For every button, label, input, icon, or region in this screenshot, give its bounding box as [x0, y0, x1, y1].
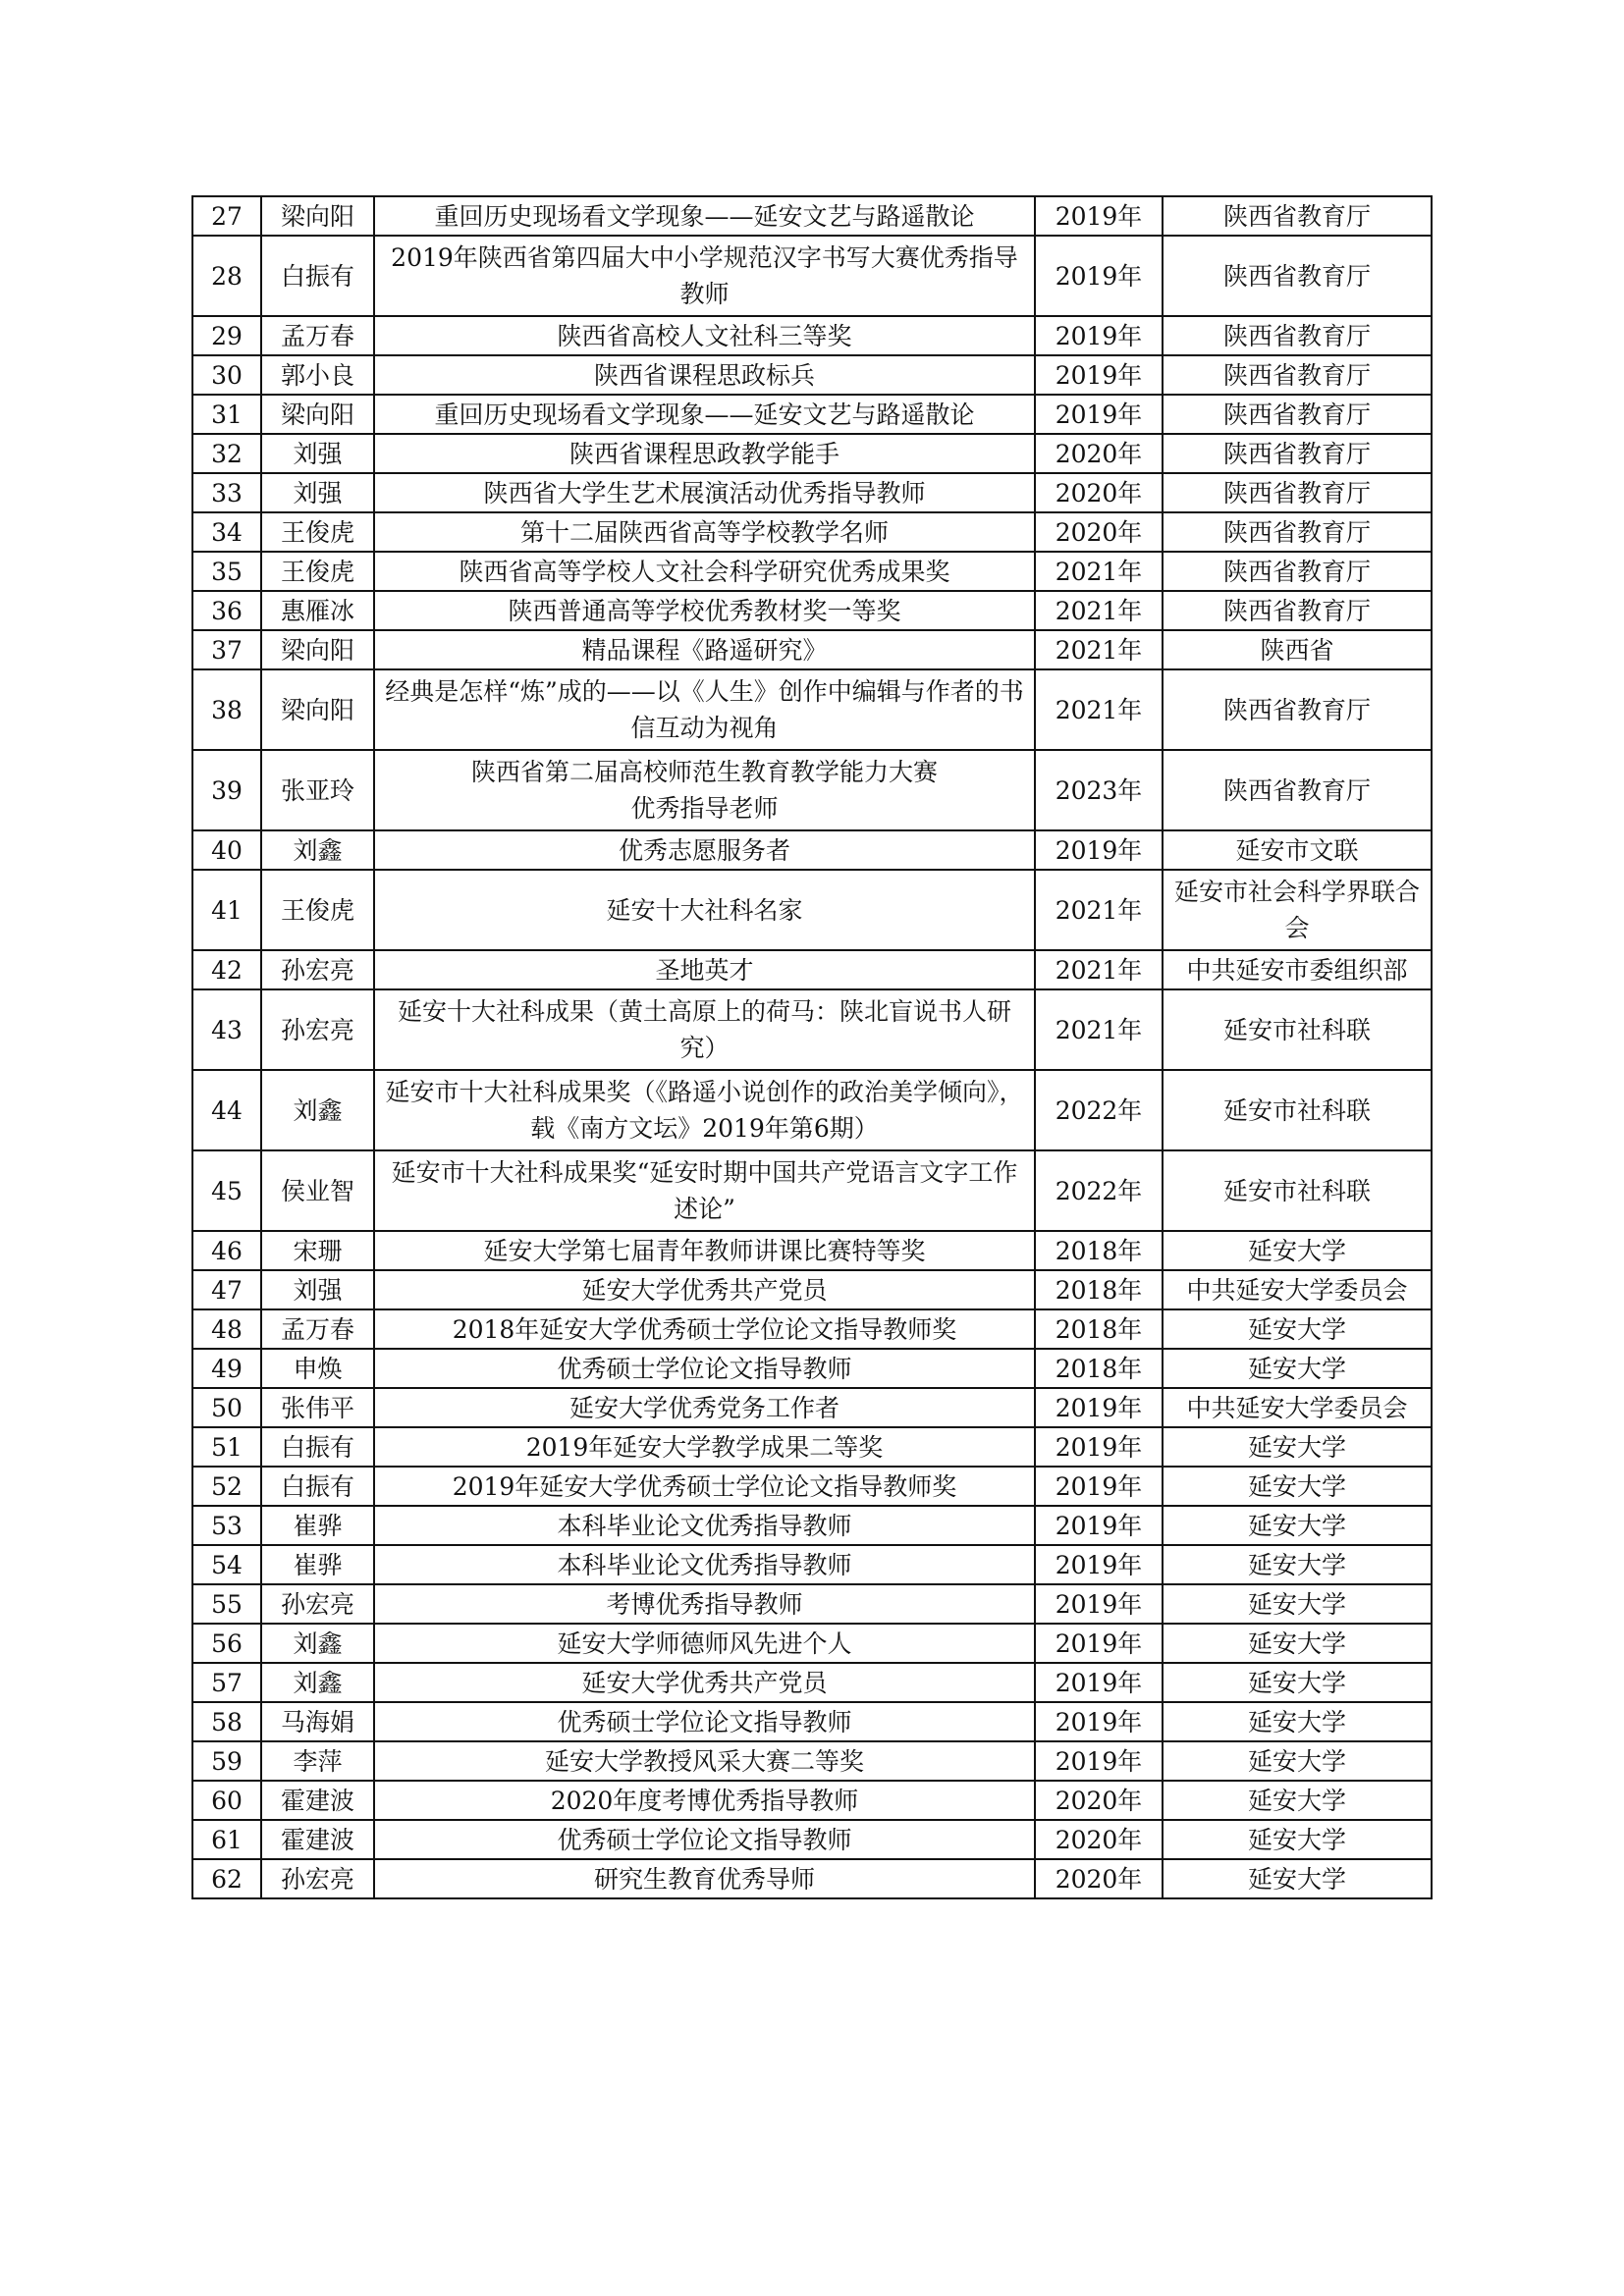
person-name: 李萍 — [261, 1741, 374, 1781]
award-title: 延安大学优秀共产党员 — [374, 1270, 1035, 1309]
row-number: 40 — [192, 830, 261, 870]
awarding-organization: 中共延安大学委员会 — [1163, 1270, 1432, 1309]
awarding-organization: 陕西省教育厅 — [1163, 473, 1432, 512]
table-row — [192, 1624, 1432, 1663]
person-name: 霍建波 — [261, 1820, 374, 1859]
person-name: 申焕 — [261, 1349, 374, 1388]
award-title: 精品课程《路遥研究》 — [374, 630, 1035, 669]
award-title: 2019年延安大学优秀硕士学位论文指导教师奖 — [374, 1467, 1035, 1506]
award-title: 研究生教育优秀导师 — [374, 1859, 1035, 1898]
awarding-organization: 延安大学 — [1163, 1506, 1432, 1545]
table-row — [192, 552, 1432, 591]
award-title: 优秀硕士学位论文指导教师 — [374, 1702, 1035, 1741]
person-name: 王俊虎 — [261, 870, 374, 950]
table-row — [192, 1467, 1432, 1506]
awarding-organization: 陕西省 — [1163, 630, 1432, 669]
table-row — [192, 1506, 1432, 1545]
table-row — [192, 236, 1432, 316]
award-year: 2020年 — [1035, 1859, 1163, 1898]
award-title: 第十二届陕西省高等学校教学名师 — [374, 512, 1035, 552]
table-row — [192, 1820, 1432, 1859]
award-title: 经典是怎样“炼”成的——以《人生》创作中编辑与作者的书信互动为视角 — [374, 669, 1035, 750]
award-title-two-line — [374, 750, 1035, 830]
table-row — [192, 1427, 1432, 1467]
award-year: 2019年 — [1035, 1545, 1163, 1584]
award-year: 2019年 — [1035, 1388, 1163, 1427]
row-number: 43 — [192, 989, 261, 1070]
person-name: 马海娟 — [261, 1702, 374, 1741]
awarding-organization: 延安大学 — [1163, 1584, 1432, 1624]
row-number: 41 — [192, 870, 261, 950]
table-row — [192, 1663, 1432, 1702]
award-title: 陕西省高校人文社科三等奖 — [374, 316, 1035, 355]
table-row — [192, 950, 1432, 989]
row-number: 31 — [192, 395, 261, 434]
row-number: 27 — [192, 196, 261, 236]
awarding-organization: 陕西省教育厅 — [1163, 236, 1432, 316]
award-year: 2019年 — [1035, 196, 1163, 236]
awarding-organization: 延安大学 — [1163, 1702, 1432, 1741]
awarding-organization: 延安大学 — [1163, 1427, 1432, 1467]
award-title: 延安大学师德师风先进个人 — [374, 1624, 1035, 1663]
award-title: 本科毕业论文优秀指导教师 — [374, 1506, 1035, 1545]
award-title: 陕西省大学生艺术展演活动优秀指导教师 — [374, 473, 1035, 512]
award-year: 2021年 — [1035, 870, 1163, 950]
awarding-organization: 陕西省教育厅 — [1163, 669, 1432, 750]
table-row — [192, 1150, 1432, 1231]
row-number: 55 — [192, 1584, 261, 1624]
awarding-organization: 陕西省教育厅 — [1163, 750, 1432, 830]
awarding-organization: 延安大学 — [1163, 1624, 1432, 1663]
award-title: 陕西普通高等学校优秀教材奖一等奖 — [374, 591, 1035, 630]
awarding-organization: 陕西省教育厅 — [1163, 316, 1432, 355]
award-year: 2021年 — [1035, 630, 1163, 669]
award-title: 优秀志愿服务者 — [374, 830, 1035, 870]
award-year: 2018年 — [1035, 1349, 1163, 1388]
award-title: 2020年度考博优秀指导教师 — [374, 1781, 1035, 1820]
award-title: 延安大学优秀党务工作者 — [374, 1388, 1035, 1427]
person-name: 孙宏亮 — [261, 1859, 374, 1898]
awarding-organization: 延安大学 — [1163, 1349, 1432, 1388]
award-title: 优秀硕士学位论文指导教师 — [374, 1349, 1035, 1388]
awards-table-body — [192, 196, 1432, 1898]
awards-table — [191, 195, 1433, 1899]
row-number: 34 — [192, 512, 261, 552]
row-number: 35 — [192, 552, 261, 591]
awarding-organization: 延安大学 — [1163, 1309, 1432, 1349]
award-title: 延安市十大社科成果奖“延安时期中国共产党语言文字工作述论” — [374, 1150, 1035, 1231]
table-row — [192, 1388, 1432, 1427]
person-name: 惠雁冰 — [261, 591, 374, 630]
awarding-organization: 延安市社科联 — [1163, 1150, 1432, 1231]
row-number: 29 — [192, 316, 261, 355]
row-number: 49 — [192, 1349, 261, 1388]
award-title: 考博优秀指导教师 — [374, 1584, 1035, 1624]
awarding-organization: 延安市文联 — [1163, 830, 1432, 870]
awarding-organization: 延安大学 — [1163, 1859, 1432, 1898]
award-title: 陕西省课程思政教学能手 — [374, 434, 1035, 473]
award-title: 本科毕业论文优秀指导教师 — [374, 1545, 1035, 1584]
table-row — [192, 395, 1432, 434]
awarding-organization: 陕西省教育厅 — [1163, 591, 1432, 630]
award-year: 2019年 — [1035, 1624, 1163, 1663]
award-year: 2021年 — [1035, 552, 1163, 591]
person-name: 刘鑫 — [261, 1624, 374, 1663]
row-number: 50 — [192, 1388, 261, 1427]
award-title: 延安大学优秀共产党员 — [374, 1663, 1035, 1702]
row-number: 51 — [192, 1427, 261, 1467]
awarding-organization: 延安大学 — [1163, 1467, 1432, 1506]
person-name: 侯业智 — [261, 1150, 374, 1231]
award-year: 2020年 — [1035, 512, 1163, 552]
award-title: 延安大学教授风采大赛二等奖 — [374, 1741, 1035, 1781]
award-title: 2018年延安大学优秀硕士学位论文指导教师奖 — [374, 1309, 1035, 1349]
awarding-organization: 中共延安市委组织部 — [1163, 950, 1432, 989]
table-row — [192, 434, 1432, 473]
row-number: 58 — [192, 1702, 261, 1741]
table-row — [192, 316, 1432, 355]
table-row — [192, 1781, 1432, 1820]
award-year: 2022年 — [1035, 1070, 1163, 1150]
row-number: 42 — [192, 950, 261, 989]
award-year: 2018年 — [1035, 1309, 1163, 1349]
person-name: 刘鑫 — [261, 830, 374, 870]
table-row — [192, 989, 1432, 1070]
person-name: 霍建波 — [261, 1781, 374, 1820]
row-number: 62 — [192, 1859, 261, 1898]
table-row — [192, 196, 1432, 236]
award-year: 2019年 — [1035, 830, 1163, 870]
table-row — [192, 1859, 1432, 1898]
row-number: 53 — [192, 1506, 261, 1545]
award-year: 2021年 — [1035, 989, 1163, 1070]
awarding-organization: 延安大学 — [1163, 1663, 1432, 1702]
person-name: 梁向阳 — [261, 196, 374, 236]
person-name: 张伟平 — [261, 1388, 374, 1427]
award-title: 2019年延安大学教学成果二等奖 — [374, 1427, 1035, 1467]
row-number: 39 — [192, 750, 261, 830]
person-name: 郭小良 — [261, 355, 374, 395]
row-number: 59 — [192, 1741, 261, 1781]
awarding-organization: 延安市社科联 — [1163, 989, 1432, 1070]
awarding-organization: 陕西省教育厅 — [1163, 395, 1432, 434]
award-title: 延安十大社科名家 — [374, 870, 1035, 950]
award-year: 2019年 — [1035, 355, 1163, 395]
awarding-organization: 陕西省教育厅 — [1163, 434, 1432, 473]
award-year: 2021年 — [1035, 591, 1163, 630]
row-number: 28 — [192, 236, 261, 316]
person-name: 孙宏亮 — [261, 950, 374, 989]
person-name: 白振有 — [261, 1467, 374, 1506]
table-row — [192, 1741, 1432, 1781]
row-number: 61 — [192, 1820, 261, 1859]
award-year: 2023年 — [1035, 750, 1163, 830]
row-number: 46 — [192, 1231, 261, 1270]
person-name: 刘鑫 — [261, 1663, 374, 1702]
award-title: 2019年陕西省第四届大中小学规范汉字书写大赛优秀指导教师 — [374, 236, 1035, 316]
award-year: 2019年 — [1035, 236, 1163, 316]
table-row — [192, 1231, 1432, 1270]
table-row — [192, 830, 1432, 870]
table-row — [192, 1702, 1432, 1741]
table-row — [192, 630, 1432, 669]
award-title: 重回历史现场看文学现象——延安文艺与路遥散论 — [374, 395, 1035, 434]
award-year: 2018年 — [1035, 1270, 1163, 1309]
person-name: 崔骅 — [261, 1545, 374, 1584]
award-year: 2019年 — [1035, 1467, 1163, 1506]
person-name: 孟万春 — [261, 1309, 374, 1349]
awarding-organization: 陕西省教育厅 — [1163, 512, 1432, 552]
row-number: 60 — [192, 1781, 261, 1820]
award-year: 2020年 — [1035, 434, 1163, 473]
row-number: 57 — [192, 1663, 261, 1702]
table-row — [192, 473, 1432, 512]
awarding-organization: 延安大学 — [1163, 1231, 1432, 1270]
award-year: 2019年 — [1035, 1741, 1163, 1781]
person-name: 张亚玲 — [261, 750, 374, 830]
table-row — [192, 591, 1432, 630]
award-title-line-2: 优秀指导老师 — [630, 794, 779, 823]
row-number: 37 — [192, 630, 261, 669]
row-number: 38 — [192, 669, 261, 750]
person-name: 孟万春 — [261, 316, 374, 355]
person-name: 刘鑫 — [261, 1070, 374, 1150]
award-year: 2022年 — [1035, 1150, 1163, 1231]
table-row — [192, 1309, 1432, 1349]
award-year: 2019年 — [1035, 1584, 1163, 1624]
award-year: 2021年 — [1035, 950, 1163, 989]
person-name: 梁向阳 — [261, 669, 374, 750]
award-year: 2020年 — [1035, 473, 1163, 512]
row-number: 48 — [192, 1309, 261, 1349]
award-year: 2020年 — [1035, 1781, 1163, 1820]
row-number: 56 — [192, 1624, 261, 1663]
person-name: 崔骅 — [261, 1506, 374, 1545]
table-row — [192, 1070, 1432, 1150]
table-row — [192, 355, 1432, 395]
award-year: 2020年 — [1035, 1820, 1163, 1859]
table-row — [192, 750, 1432, 830]
row-number: 47 — [192, 1270, 261, 1309]
table-row — [192, 669, 1432, 750]
awarding-organization: 延安市社科联 — [1163, 1070, 1432, 1150]
awarding-organization: 陕西省教育厅 — [1163, 552, 1432, 591]
person-name: 刘强 — [261, 434, 374, 473]
person-name: 孙宏亮 — [261, 989, 374, 1070]
table-row — [192, 1270, 1432, 1309]
award-title: 延安十大社科成果（黄土高原上的荷马：陕北盲说书人研究） — [374, 989, 1035, 1070]
row-number: 44 — [192, 1070, 261, 1150]
award-title: 陕西省课程思政标兵 — [374, 355, 1035, 395]
awarding-organization: 延安大学 — [1163, 1545, 1432, 1584]
award-title: 陕西省高等学校人文社会科学研究优秀成果奖 — [374, 552, 1035, 591]
award-year: 2019年 — [1035, 1506, 1163, 1545]
awarding-organization: 延安大学 — [1163, 1820, 1432, 1859]
table-row — [192, 870, 1432, 950]
row-number: 33 — [192, 473, 261, 512]
award-title: 重回历史现场看文学现象——延安文艺与路遥散论 — [374, 196, 1035, 236]
awarding-organization: 延安大学 — [1163, 1781, 1432, 1820]
award-title: 延安大学第七届青年教师讲课比赛特等奖 — [374, 1231, 1035, 1270]
award-year: 2019年 — [1035, 1702, 1163, 1741]
row-number: 54 — [192, 1545, 261, 1584]
person-name: 王俊虎 — [261, 512, 374, 552]
awarding-organization: 延安大学 — [1163, 1741, 1432, 1781]
award-title-line-1: 陕西省第二届高校师范生教育教学能力大赛 — [470, 758, 938, 786]
row-number: 32 — [192, 434, 261, 473]
table-row — [192, 1584, 1432, 1624]
row-number: 36 — [192, 591, 261, 630]
award-year: 2021年 — [1035, 669, 1163, 750]
awarding-organization: 陕西省教育厅 — [1163, 355, 1432, 395]
row-number: 30 — [192, 355, 261, 395]
table-row — [192, 1545, 1432, 1584]
award-year: 2019年 — [1035, 316, 1163, 355]
award-year: 2019年 — [1035, 395, 1163, 434]
awarding-organization: 延安市社会科学界联合会 — [1163, 870, 1432, 950]
person-name: 孙宏亮 — [261, 1584, 374, 1624]
award-year: 2019年 — [1035, 1663, 1163, 1702]
person-name: 梁向阳 — [261, 395, 374, 434]
person-name: 宋珊 — [261, 1231, 374, 1270]
row-number: 52 — [192, 1467, 261, 1506]
person-name: 刘强 — [261, 1270, 374, 1309]
person-name: 梁向阳 — [261, 630, 374, 669]
row-number: 45 — [192, 1150, 261, 1231]
awarding-organization: 陕西省教育厅 — [1163, 196, 1432, 236]
awarding-organization: 中共延安大学委员会 — [1163, 1388, 1432, 1427]
person-name: 刘强 — [261, 473, 374, 512]
award-year: 2019年 — [1035, 1427, 1163, 1467]
award-year: 2018年 — [1035, 1231, 1163, 1270]
person-name: 白振有 — [261, 236, 374, 316]
table-row — [192, 512, 1432, 552]
table-row — [192, 1349, 1432, 1388]
award-title: 优秀硕士学位论文指导教师 — [374, 1820, 1035, 1859]
person-name: 白振有 — [261, 1427, 374, 1467]
award-title: 圣地英才 — [374, 950, 1035, 989]
award-title: 延安市十大社科成果奖（《路遥小说创作的政治美学倾向》，载《南方文坛》2019年第6期） — [374, 1070, 1035, 1150]
person-name: 王俊虎 — [261, 552, 374, 591]
